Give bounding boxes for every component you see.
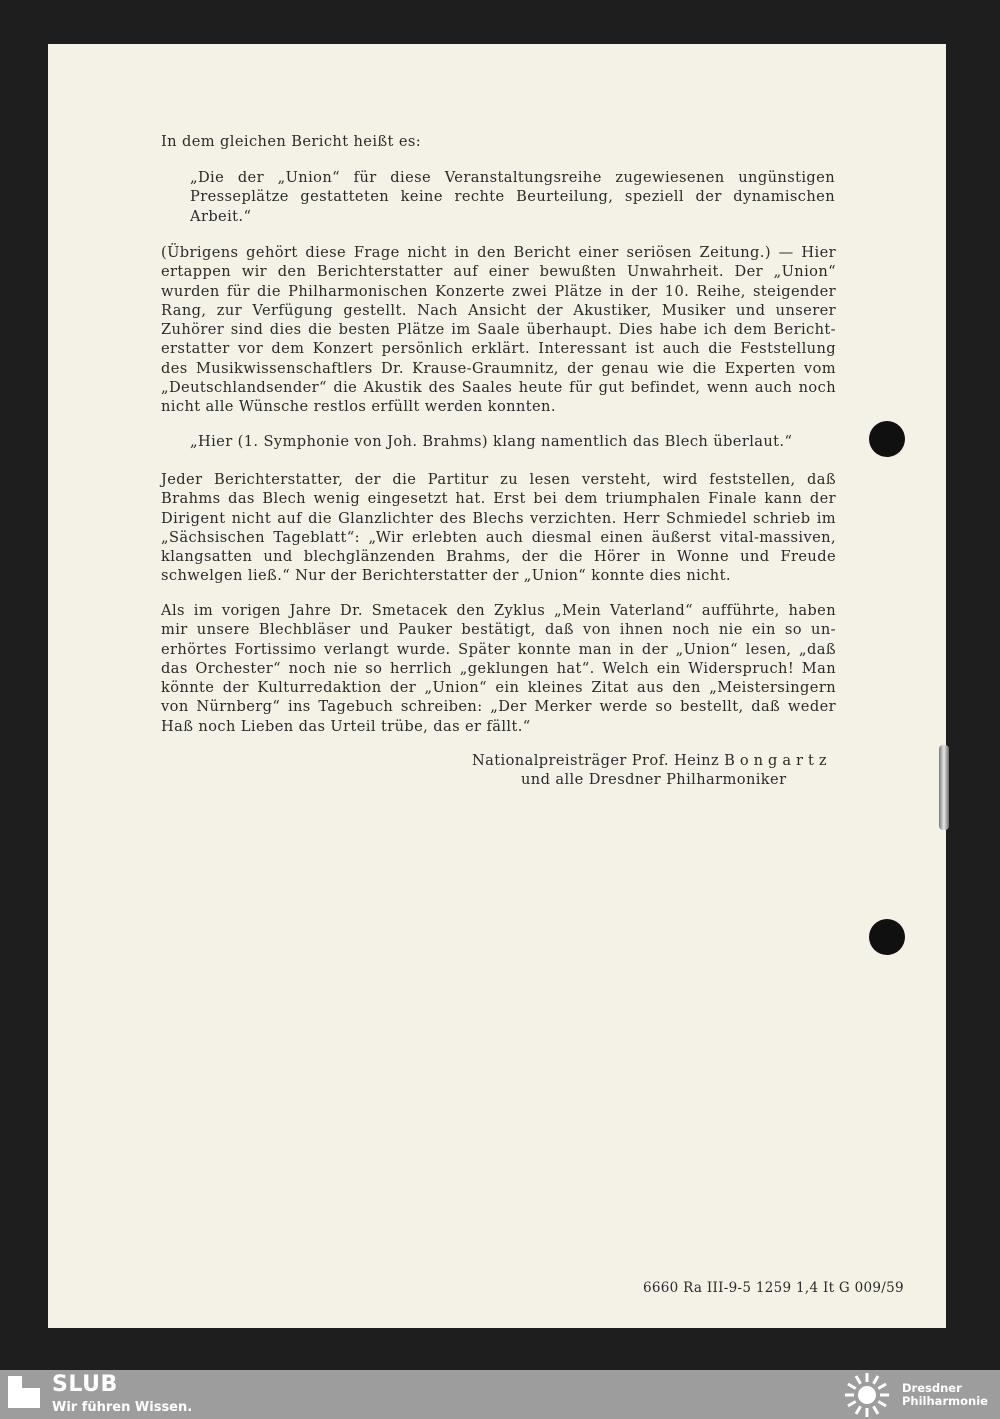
signature-line-1 bbox=[472, 752, 832, 769]
text-line: Jeder Berichterstatter, der die Partitur zu lesen versteht, wird feststellen, daß bbox=[161, 471, 836, 488]
text-line: Presseplätze gestatteten keine rechte Beurteilung, speziell der dynamischen bbox=[190, 188, 835, 206]
text-line: nicht alle Wünsche restlos erfüllt werden konnten. bbox=[161, 398, 556, 416]
slub-logo-icon[interactable] bbox=[8, 1376, 40, 1408]
text-line: könnte der Kulturredaktion der „Union“ ein kleines Zitat aus den „Meistersingern bbox=[161, 679, 836, 697]
text-line: des Musikwissenschaftlers Dr. Krause-Graumnitz, der genau wie die Experten vom bbox=[161, 359, 836, 377]
slub-tagline: Wir führen Wissen. bbox=[52, 1400, 193, 1415]
intro-line: In dem gleichen Bericht heißt es: bbox=[161, 133, 422, 150]
text-line: mir unsere Blechbläser und Pauker bestätigt, daß von ihnen noch nie ein so un- bbox=[161, 621, 836, 639]
quote-brahms: „Hier (1. Symphonie von Joh. Brahms) klang namentlich das Blech überlaut.“ bbox=[190, 433, 793, 450]
text-line: Rang, zur Verfügung gestellt. Nach Ansicht der Akustiker, Musiker und unserer bbox=[161, 301, 836, 319]
text-line: „Die der „Union“ für diese Veranstaltungsreihe zugewiesenen ungünstigen bbox=[190, 169, 835, 186]
signature-name: Bongartz bbox=[724, 752, 832, 769]
text-line: ertappen wir den Berichterstatter auf einer bewußten Unwahrheit. Der „Union“ bbox=[161, 263, 836, 281]
punch-hole bbox=[869, 919, 905, 955]
partner-name-line: Philharmonie bbox=[902, 1394, 988, 1408]
text-line: das Orchester“ noch nie so herrlich „geklungen hat“. Welch ein Widerspruch! Man bbox=[161, 659, 836, 677]
text-line: schwelgen ließ.“ Nur der Berichterstatter der „Union“ konnte dies nicht. bbox=[161, 567, 731, 585]
text-line: erstatter vor dem Konzert persönlich erklärt. Interessant ist auch die Feststellung bbox=[161, 340, 836, 358]
text-line: Dirigent nicht auf die Glanzlichter des Blechs verzichten. Herr Schmiedel schrieb im bbox=[161, 509, 836, 527]
text-line: Brahms das Blech wenig eingesetzt hat. Erst bei dem triumphalen Finale kann der bbox=[161, 490, 836, 508]
text-line: Zuhörer sind dies die besten Plätze im Saale überhaupt. Dies habe ich dem Bericht- bbox=[161, 321, 836, 339]
paragraph-smetacek bbox=[161, 601, 836, 736]
text-line: „Deutschlandsender“ die Akustik des Saales heute für gut befindet, wenn auch noch bbox=[161, 379, 836, 397]
paragraph-rebuttal bbox=[161, 243, 836, 417]
text-line: (Übrigens gehört diese Frage nicht in den Bericht einer seriösen Zeitung.) — Hier bbox=[161, 244, 836, 261]
text-line: klangsatten und blechglänzenden Brahms, der die Hörer in Wonne und Freude bbox=[161, 548, 836, 566]
binder-clip bbox=[939, 745, 949, 830]
text-line: Arbeit.“ bbox=[190, 207, 252, 225]
partner-name-line: Dresdner bbox=[902, 1381, 962, 1395]
punch-hole bbox=[869, 421, 905, 457]
signature-line-2: und alle Dresdner Philharmoniker bbox=[521, 771, 787, 788]
partner-name[interactable] bbox=[902, 1382, 988, 1408]
text-line: Haß noch Lieben das Urteil trübe, das er fällt.“ bbox=[161, 717, 531, 735]
dresdner-philharmonie-logo-icon[interactable] bbox=[843, 1371, 891, 1419]
text-line: von Nürnberg“ ins Tagebuch schreiben: „Der Merker werde so bestellt, daß weder bbox=[161, 698, 836, 716]
text-line: „Sächsischen Tageblatt“: „Wir erlebten auch diesmal einen äußerst vital-massiven, bbox=[161, 528, 836, 546]
paragraph-brahms bbox=[161, 470, 836, 586]
text-line: Als im vorigen Jahre Dr. Smetacek den Zyklus „Mein Vaterland“ aufführte, haben bbox=[161, 602, 836, 619]
text-line: erhörtes Fortissimo verlangt wurde. Später konnte man in der „Union“ lesen, „daß bbox=[161, 640, 836, 658]
text-line: wurden für die Philharmonischen Konzerte zwei Plätze in der 10. Reihe, steigender bbox=[161, 282, 836, 300]
slub-title[interactable]: SLUB bbox=[52, 1372, 118, 1397]
quote-presseplaetze bbox=[190, 168, 835, 226]
print-code: 6660 Ra III-9-5 1259 1,4 It G 009/59 bbox=[643, 1280, 904, 1296]
signature-title: Nationalpreisträger Prof. Heinz bbox=[472, 752, 720, 769]
